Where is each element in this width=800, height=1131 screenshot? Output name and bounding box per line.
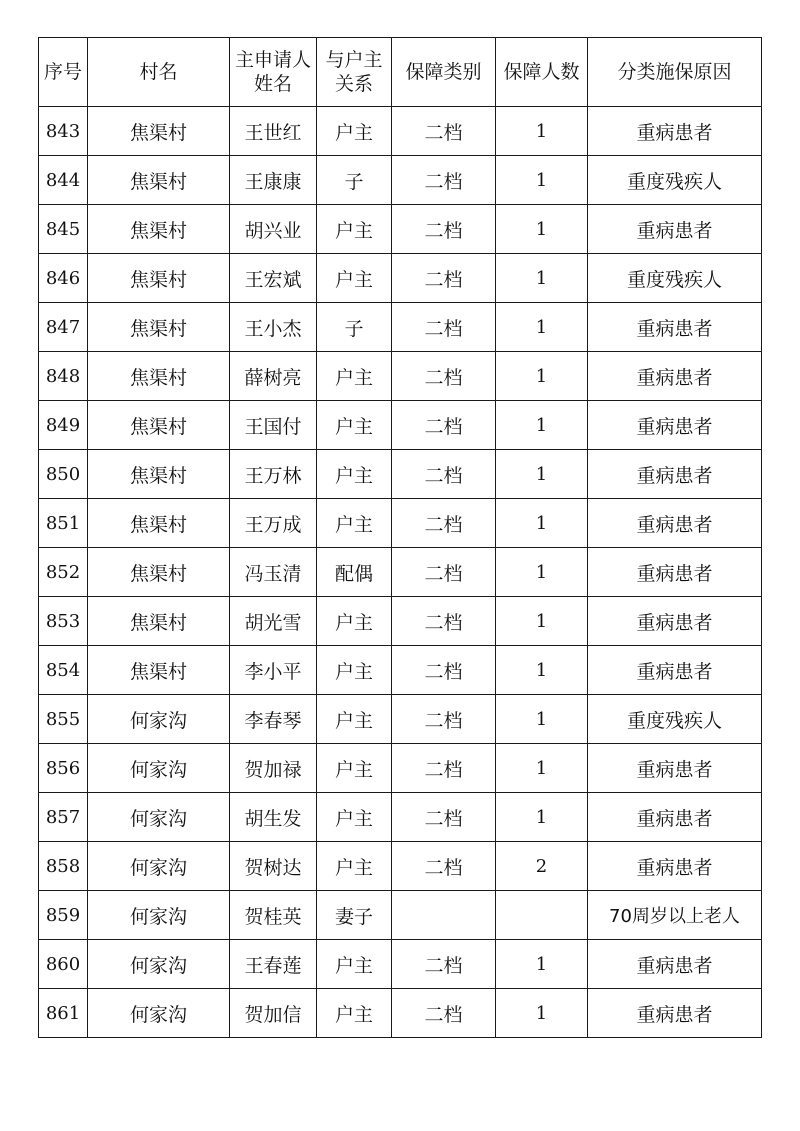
cell-no: 846 xyxy=(39,254,88,303)
cell-no: 844 xyxy=(39,156,88,205)
cell-name: 王世红 xyxy=(230,107,317,156)
cell-reason: 重病患者 xyxy=(588,646,762,695)
cell-category: 二档 xyxy=(392,499,496,548)
cell-no: 858 xyxy=(39,842,88,891)
cell-count: 1 xyxy=(496,744,588,793)
cell-no: 852 xyxy=(39,548,88,597)
cell-name: 胡光雪 xyxy=(230,597,317,646)
table-row xyxy=(39,205,762,254)
cell-reason: 重度残疾人 xyxy=(588,156,762,205)
cell-no: 845 xyxy=(39,205,88,254)
cell-reason: 重病患者 xyxy=(588,842,762,891)
cell-no: 850 xyxy=(39,450,88,499)
header-applicant: 主申请人姓名 xyxy=(230,38,317,107)
cell-village: 何家沟 xyxy=(88,793,230,842)
cell-reason: 重度残疾人 xyxy=(588,254,762,303)
cell-reason: 重病患者 xyxy=(588,303,762,352)
cell-category: 二档 xyxy=(392,156,496,205)
cell-village: 何家沟 xyxy=(88,744,230,793)
cell-count: 1 xyxy=(496,646,588,695)
cell-village: 焦渠村 xyxy=(88,303,230,352)
table-row xyxy=(39,107,762,156)
cell-no: 856 xyxy=(39,744,88,793)
cell-category: 二档 xyxy=(392,352,496,401)
cell-relation: 户主 xyxy=(317,107,392,156)
cell-count: 1 xyxy=(496,597,588,646)
cell-village: 焦渠村 xyxy=(88,107,230,156)
cell-village: 何家沟 xyxy=(88,989,230,1038)
cell-relation: 户主 xyxy=(317,940,392,989)
cell-count: 1 xyxy=(496,695,588,744)
cell-category: 二档 xyxy=(392,695,496,744)
table-row xyxy=(39,499,762,548)
cell-relation: 户主 xyxy=(317,450,392,499)
cell-no: 857 xyxy=(39,793,88,842)
cell-reason: 重病患者 xyxy=(588,450,762,499)
cell-name: 王国付 xyxy=(230,401,317,450)
cell-village: 焦渠村 xyxy=(88,205,230,254)
table-row xyxy=(39,254,762,303)
cell-name: 贺树达 xyxy=(230,842,317,891)
cell-village: 何家沟 xyxy=(88,940,230,989)
cell-village: 焦渠村 xyxy=(88,156,230,205)
header-row xyxy=(39,38,762,107)
cell-reason: 重病患者 xyxy=(588,548,762,597)
assistance-table xyxy=(38,37,762,1038)
table-row xyxy=(39,352,762,401)
cell-category: 二档 xyxy=(392,401,496,450)
cell-no: 848 xyxy=(39,352,88,401)
header-relation: 与户主关系 xyxy=(317,38,392,107)
cell-count: 1 xyxy=(496,499,588,548)
cell-reason: 重病患者 xyxy=(588,597,762,646)
cell-no: 855 xyxy=(39,695,88,744)
cell-count: 1 xyxy=(496,352,588,401)
header-category: 保障类别 xyxy=(392,38,496,107)
cell-category: 二档 xyxy=(392,303,496,352)
cell-count: 1 xyxy=(496,254,588,303)
cell-category: 二档 xyxy=(392,548,496,597)
cell-no: 860 xyxy=(39,940,88,989)
cell-category: 二档 xyxy=(392,940,496,989)
cell-name: 贺加禄 xyxy=(230,744,317,793)
table-row xyxy=(39,156,762,205)
table-row xyxy=(39,646,762,695)
cell-no: 851 xyxy=(39,499,88,548)
cell-village: 焦渠村 xyxy=(88,597,230,646)
cell-category xyxy=(392,891,496,940)
cell-village: 焦渠村 xyxy=(88,450,230,499)
table-row xyxy=(39,597,762,646)
cell-relation: 户主 xyxy=(317,744,392,793)
cell-relation: 户主 xyxy=(317,695,392,744)
cell-reason: 重病患者 xyxy=(588,793,762,842)
header-no: 序号 xyxy=(39,38,88,107)
cell-category: 二档 xyxy=(392,842,496,891)
table-body xyxy=(39,107,762,1038)
cell-category: 二档 xyxy=(392,989,496,1038)
table-row xyxy=(39,695,762,744)
cell-reason: 重度残疾人 xyxy=(588,695,762,744)
cell-relation: 户主 xyxy=(317,205,392,254)
cell-count: 1 xyxy=(496,401,588,450)
cell-count: 1 xyxy=(496,450,588,499)
cell-name: 贺桂英 xyxy=(230,891,317,940)
cell-category: 二档 xyxy=(392,744,496,793)
cell-name: 王康康 xyxy=(230,156,317,205)
table-row xyxy=(39,401,762,450)
cell-count xyxy=(496,891,588,940)
cell-name: 贺加信 xyxy=(230,989,317,1038)
cell-relation: 配偶 xyxy=(317,548,392,597)
header-count: 保障人数 xyxy=(496,38,588,107)
cell-relation: 子 xyxy=(317,156,392,205)
cell-category: 二档 xyxy=(392,793,496,842)
cell-count: 1 xyxy=(496,107,588,156)
cell-name: 王小杰 xyxy=(230,303,317,352)
cell-village: 何家沟 xyxy=(88,891,230,940)
cell-name: 胡生发 xyxy=(230,793,317,842)
cell-category: 二档 xyxy=(392,254,496,303)
cell-relation: 户主 xyxy=(317,254,392,303)
cell-relation: 户主 xyxy=(317,499,392,548)
cell-relation: 户主 xyxy=(317,401,392,450)
cell-no: 861 xyxy=(39,989,88,1038)
cell-name: 薛树亮 xyxy=(230,352,317,401)
cell-relation: 户主 xyxy=(317,597,392,646)
cell-no: 843 xyxy=(39,107,88,156)
cell-no: 854 xyxy=(39,646,88,695)
cell-category: 二档 xyxy=(392,450,496,499)
cell-village: 焦渠村 xyxy=(88,548,230,597)
table-row xyxy=(39,940,762,989)
cell-name: 李春琴 xyxy=(230,695,317,744)
cell-no: 847 xyxy=(39,303,88,352)
cell-reason: 重病患者 xyxy=(588,107,762,156)
cell-reason: 重病患者 xyxy=(588,499,762,548)
cell-village: 焦渠村 xyxy=(88,254,230,303)
cell-reason: 重病患者 xyxy=(588,989,762,1038)
cell-relation: 户主 xyxy=(317,352,392,401)
cell-relation: 户主 xyxy=(317,842,392,891)
header-village: 村名 xyxy=(88,38,230,107)
cell-count: 1 xyxy=(496,156,588,205)
cell-reason: 重病患者 xyxy=(588,940,762,989)
cell-name: 王万林 xyxy=(230,450,317,499)
cell-relation: 妻子 xyxy=(317,891,392,940)
table-row xyxy=(39,548,762,597)
cell-no: 849 xyxy=(39,401,88,450)
cell-category: 二档 xyxy=(392,107,496,156)
cell-category: 二档 xyxy=(392,646,496,695)
table-row xyxy=(39,989,762,1038)
cell-name: 胡兴业 xyxy=(230,205,317,254)
cell-no: 853 xyxy=(39,597,88,646)
cell-village: 焦渠村 xyxy=(88,646,230,695)
cell-relation: 户主 xyxy=(317,793,392,842)
document-page xyxy=(38,37,761,1038)
header-reason: 分类施保原因 xyxy=(588,38,762,107)
cell-count: 1 xyxy=(496,940,588,989)
cell-village: 何家沟 xyxy=(88,695,230,744)
cell-count: 1 xyxy=(496,205,588,254)
cell-name: 王春莲 xyxy=(230,940,317,989)
cell-count: 2 xyxy=(496,842,588,891)
cell-relation: 子 xyxy=(317,303,392,352)
cell-reason: 重病患者 xyxy=(588,744,762,793)
cell-count: 1 xyxy=(496,548,588,597)
cell-name: 王宏斌 xyxy=(230,254,317,303)
cell-relation: 户主 xyxy=(317,989,392,1038)
cell-village: 何家沟 xyxy=(88,842,230,891)
table-row xyxy=(39,450,762,499)
cell-no: 859 xyxy=(39,891,88,940)
table-row xyxy=(39,891,762,940)
table-row xyxy=(39,303,762,352)
cell-relation: 户主 xyxy=(317,646,392,695)
cell-reason: 重病患者 xyxy=(588,352,762,401)
cell-count: 1 xyxy=(496,793,588,842)
cell-village: 焦渠村 xyxy=(88,401,230,450)
cell-village: 焦渠村 xyxy=(88,352,230,401)
cell-name: 冯玉清 xyxy=(230,548,317,597)
cell-category: 二档 xyxy=(392,597,496,646)
cell-reason: 重病患者 xyxy=(588,205,762,254)
cell-name: 李小平 xyxy=(230,646,317,695)
cell-village: 焦渠村 xyxy=(88,499,230,548)
cell-category: 二档 xyxy=(392,205,496,254)
cell-reason: 70周岁以上老人 xyxy=(588,891,762,940)
table-row xyxy=(39,793,762,842)
cell-count: 1 xyxy=(496,303,588,352)
cell-name: 王万成 xyxy=(230,499,317,548)
table-row xyxy=(39,744,762,793)
cell-count: 1 xyxy=(496,989,588,1038)
cell-reason: 重病患者 xyxy=(588,401,762,450)
table-row xyxy=(39,842,762,891)
